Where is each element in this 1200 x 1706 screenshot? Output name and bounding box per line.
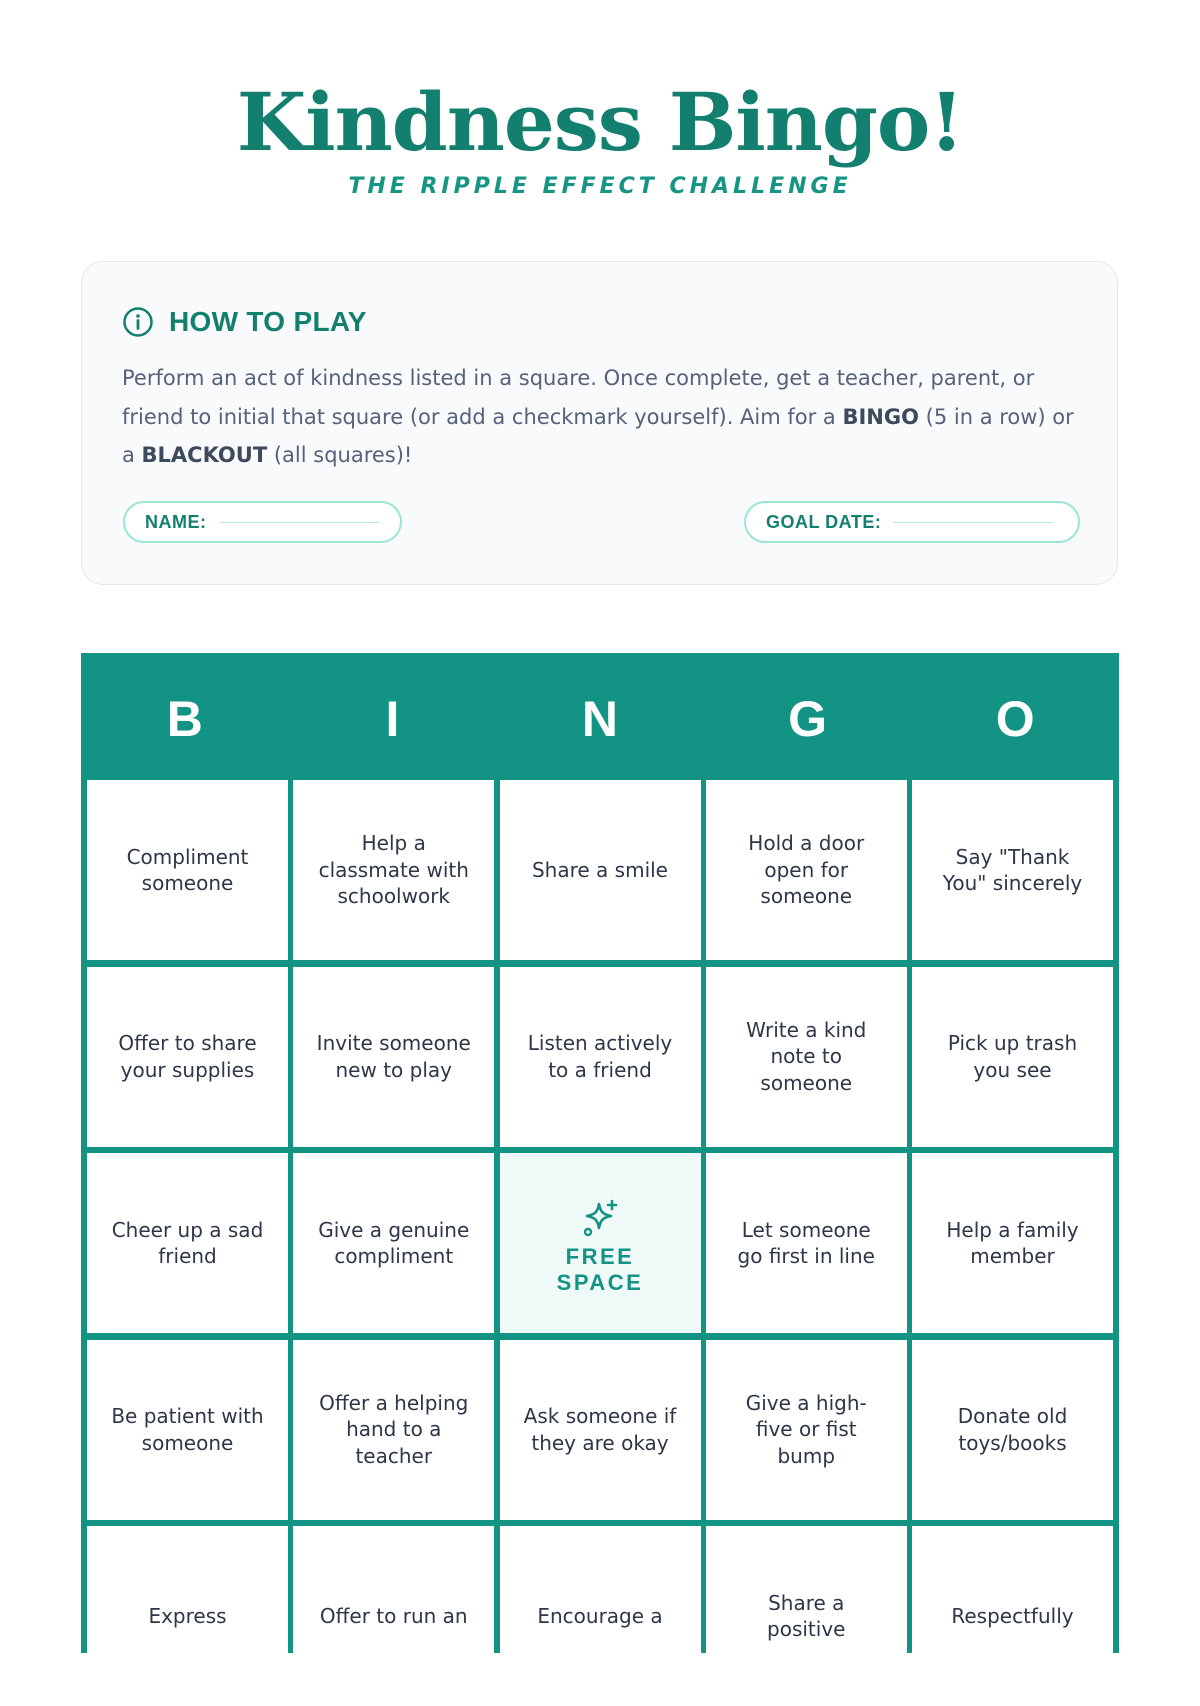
how-to-play-header bbox=[122, 306, 367, 338]
bingo-letter-g: G bbox=[788, 690, 828, 747]
name-label: NAME: bbox=[145, 511, 207, 532]
bingo-square[interactable]: Share a positive bbox=[706, 1526, 907, 1706]
bingo-square[interactable]: Help a classmate with schoolwork bbox=[293, 780, 494, 960]
info-icon bbox=[122, 306, 154, 338]
bingo-board bbox=[81, 653, 1119, 1653]
bingo-term: BINGO bbox=[842, 404, 919, 429]
how-to-play-card bbox=[81, 261, 1118, 585]
bingo-square[interactable]: Express bbox=[87, 1526, 288, 1706]
how-to-play-text-part-1: Perform an act of kindness listed in a square. Once complete, get a teacher, parent, or friend to initial that square (or add a checkmark yourself). Aim for a bbox=[122, 366, 1035, 429]
bingo-letter-b: B bbox=[166, 690, 203, 747]
name-field[interactable] bbox=[123, 501, 402, 543]
bingo-header-row bbox=[81, 653, 1119, 780]
bingo-square[interactable]: Encourage a bbox=[500, 1526, 701, 1706]
bingo-square[interactable]: Give a high-five or fist bump bbox=[706, 1340, 907, 1520]
bingo-square[interactable]: Listen actively to a friend bbox=[500, 967, 701, 1147]
bingo-square[interactable]: Donate old toys/books bbox=[912, 1340, 1113, 1520]
bingo-square[interactable]: Offer to share your supplies bbox=[87, 967, 288, 1147]
goal-date-field[interactable] bbox=[744, 501, 1080, 543]
bingo-square[interactable]: Pick up trash you see bbox=[912, 967, 1113, 1147]
bingo-square[interactable]: Respectfully bbox=[912, 1526, 1113, 1706]
how-to-play-text-part-3: (all squares)! bbox=[267, 443, 413, 467]
bingo-square[interactable]: Offer a helping hand to a teacher bbox=[293, 1340, 494, 1520]
name-write-line[interactable] bbox=[219, 522, 379, 523]
bingo-square[interactable]: Cheer up a sad friend bbox=[87, 1153, 288, 1333]
blackout-term: BLACKOUT bbox=[141, 443, 268, 467]
bingo-square[interactable]: Say "Thank You" sincerely bbox=[912, 780, 1113, 960]
page-title: Kindness Bingo! bbox=[236, 75, 964, 169]
bingo-square[interactable]: Ask someone if they are okay bbox=[500, 1340, 701, 1520]
page-subtitle: THE RIPPLE EFFECT CHALLENGE bbox=[348, 174, 852, 199]
bingo-square[interactable]: Hold a door open for someone bbox=[706, 780, 907, 960]
bingo-square[interactable]: Be patient with someone bbox=[87, 1340, 288, 1520]
how-to-play-text-part-2: (5 in a row) or a bbox=[122, 404, 1074, 467]
how-to-play-text bbox=[122, 359, 1082, 475]
bingo-letter-i: I bbox=[385, 690, 400, 747]
goal-date-label: GOAL DATE: bbox=[766, 511, 882, 532]
free-space-label: FREE SPACE bbox=[556, 1243, 644, 1295]
how-to-play-heading: HOW TO PLAY bbox=[169, 306, 367, 337]
goal-date-write-line[interactable] bbox=[893, 522, 1053, 523]
bingo-square[interactable]: Invite someone new to play bbox=[293, 967, 494, 1147]
bingo-square[interactable]: Let someone go first in line bbox=[706, 1153, 907, 1333]
bingo-letter-n: N bbox=[581, 690, 619, 747]
bingo-square[interactable]: Offer to run an bbox=[293, 1526, 494, 1706]
bingo-square[interactable]: Help a family member bbox=[912, 1153, 1113, 1333]
bingo-square[interactable]: Give a genuine compliment bbox=[293, 1153, 494, 1333]
free-space-square[interactable] bbox=[500, 1153, 701, 1333]
bingo-square[interactable]: Compliment someone bbox=[87, 780, 288, 960]
bingo-square[interactable]: Write a kind note to someone bbox=[706, 967, 907, 1147]
bingo-grid bbox=[87, 780, 1113, 1706]
bingo-letter-o: O bbox=[995, 690, 1035, 747]
sparkles-icon bbox=[579, 1198, 621, 1240]
bingo-square[interactable]: Share a smile bbox=[500, 780, 701, 960]
